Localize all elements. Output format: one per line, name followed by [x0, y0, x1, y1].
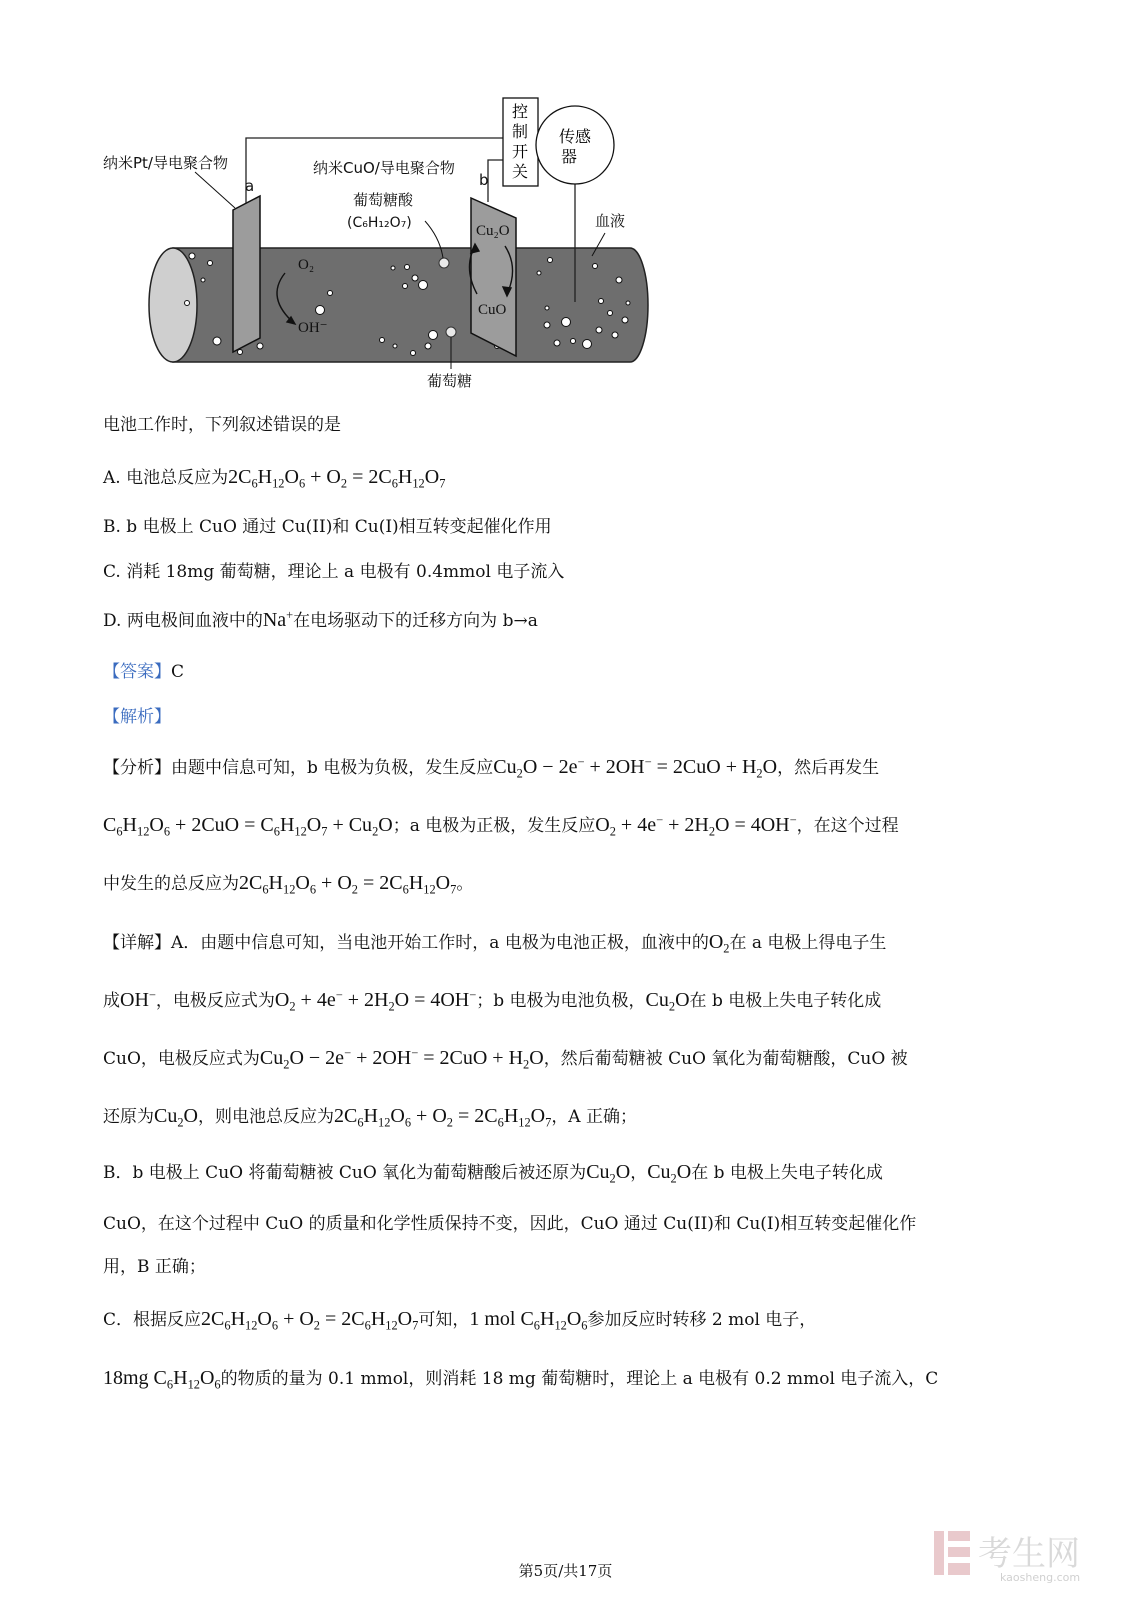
equation: $2C_6H_{12}O_6 + O_2 = 2C_6H_{12}O_7$ [239, 872, 457, 897]
electrode-b [471, 198, 516, 356]
equation: $Cu_2O$ [645, 989, 690, 1014]
equation: $Cu_2O$ [154, 1105, 198, 1130]
analysis-label: 【解析】 [103, 707, 171, 727]
glucose-molecule [446, 327, 456, 337]
detail-text: CuO，电极反应式为 [103, 1049, 260, 1069]
label-blood: 血液 [595, 212, 626, 230]
blood-vessel [149, 248, 648, 362]
detail-text: B．b 电极上 CuO 将葡萄糖被 CuO 氧化为葡萄糖酸后被还原为 [103, 1163, 587, 1183]
detail-c-line-1 [103, 1307, 816, 1332]
detail-text: 在 a 电极上得电子生 [729, 933, 887, 953]
detail-text: 【详解】A．由题中信息可知，当电池开始工作时，a 电极为电池正极，血液中的 [103, 933, 709, 953]
detail-text: 的物质的量为 0.1 mmol，则消耗 18 mg 葡萄糖时，理论上 a 电极有 0.2 mmol 电子流入，C [220, 1369, 939, 1389]
analysis-line-2 [103, 813, 899, 838]
analysis-line-3 [103, 871, 473, 896]
page-footer: 第5页/共17页 [518, 1562, 613, 1580]
gluconic-acid-molecule [439, 258, 449, 268]
kaosheng-logo [930, 1525, 1120, 1585]
svg-text:控: 控 [511, 102, 529, 121]
battery-diagram [95, 88, 655, 393]
answer-value: C [171, 662, 185, 682]
detail-text: 可知， [418, 1310, 470, 1330]
detail-text: ，电极反应式为 [155, 991, 275, 1011]
detail-text: 在 b 电极上失电子转化成 [689, 991, 882, 1011]
detail-text: ，则电池总反应为 [198, 1107, 334, 1127]
detail-text: 成 [103, 991, 120, 1011]
detail-text: ，然后葡萄糖被 CuO 氧化为葡萄糖酸，CuO 被 [543, 1049, 908, 1069]
analysis-text: 。 [456, 874, 474, 894]
label-oh: OH⁻ [298, 320, 328, 336]
equation: $O_2 + 4e^- + 2H_2O = 4OH^-$ [595, 813, 797, 839]
option-d-ion: Na+ [262, 608, 294, 631]
equation: $2C_6H_{12}O_6 + O_2 = 2C_6H_{12}O_7$ [201, 1308, 419, 1333]
equation: $2C_6H_{12}O_6 + O_2 = 2C_6H_{12}O_7$ [334, 1105, 552, 1130]
option-d-suffix: 在电场驱动下的迁移方向为 b→a [293, 611, 538, 631]
analysis-text: 中发生的总反应为 [103, 874, 239, 894]
control-switch-label [512, 102, 528, 181]
equation: OH− [120, 988, 156, 1011]
detail-text: 在 b 电极上失电子转化成 [691, 1163, 883, 1183]
detail-text: C．根据反应 [103, 1310, 202, 1330]
detail-c-line-2 [103, 1366, 938, 1391]
equation: 1 mol $C_6H_{12}O_6$ [469, 1308, 588, 1333]
question-stem: 电池工作时，下列叙述错误的是 [103, 415, 341, 435]
equation: $Cu_2O$ [647, 1161, 692, 1186]
logo-url: kaosheng.com [1000, 1571, 1081, 1584]
analysis-text: ，然后再发生 [777, 758, 880, 778]
svg-text:传感: 传感 [558, 127, 592, 146]
electrode-a [233, 196, 260, 352]
option-d-text: D. 两电极间血液中的 [103, 611, 263, 631]
detail-text: ， [630, 1163, 648, 1183]
svg-text:开: 开 [511, 142, 529, 161]
option-c: C. 消耗 18mg 葡萄糖，理论上 a 电极有 0.4mmol 电子流入 [103, 562, 565, 582]
detail-a-line-2 [103, 988, 881, 1013]
label-pt-polymer: 纳米Pt/导电聚合物 [103, 154, 228, 172]
equation: $Cu_2O - 2e^- + 2OH^- = 2CuO + H_2O$ [493, 755, 778, 781]
detail-a-line-4 [103, 1104, 637, 1129]
detail-text: ；b 电极为电池负极， [476, 991, 646, 1011]
analysis-line-1 [103, 755, 879, 780]
label-gluconic-formula: (C₆H₁₂O₇) [347, 215, 412, 231]
equation: $Cu_2O$ [586, 1161, 631, 1186]
svg-text:制: 制 [511, 122, 529, 141]
detail-a-line-1 [103, 930, 886, 955]
logo-brand: 考生网 [978, 1534, 1080, 1574]
equation: $Cu_2O - 2e^- + 2OH^- = 2CuO + H_2O$ [259, 1046, 544, 1072]
detail-b-line-1 [103, 1160, 883, 1185]
option-a-equation: $2C_6H_{12}O_6 + O_2 = 2C_6H_{12}O_7$ [228, 466, 446, 491]
label-electrode-a: a [245, 177, 255, 195]
label-cu2o: Cu₂O [476, 223, 510, 239]
detail-text: 还原为 [103, 1107, 154, 1127]
label-o2: O₂ [298, 257, 315, 273]
answer-label: 【答案】 [103, 662, 171, 682]
svg-text:器: 器 [560, 147, 578, 166]
option-d [103, 608, 538, 633]
label-gluconic-acid: 葡萄糖酸 [353, 191, 414, 209]
equation: $O_2 + 4e^- + 2H_2O = 4OH^-$ [274, 988, 477, 1014]
option-b: B. b 电极上 CuO 通过 Cu(II)和 Cu(I)相互转变起催化作用 [103, 517, 552, 537]
detail-b-line-3: 用，B 正确； [103, 1257, 206, 1277]
label-glucose: 葡萄糖 [427, 372, 473, 390]
option-a [103, 465, 445, 490]
detail-b-line-2: CuO，在这个过程中 CuO 的质量和化学性质保持不变，因此，CuO 通过 Cu(II)和 Cu(I)相互转变起催化作 [103, 1214, 917, 1234]
answer [103, 660, 184, 684]
option-a-text: A. 电池总反应为 [103, 468, 229, 488]
svg-text:关: 关 [511, 162, 529, 181]
label-cuo-polymer: 纳米CuO/导电聚合物 [313, 159, 455, 177]
detail-text: 参加反应时转移 2 mol 电子， [587, 1310, 817, 1330]
equation: $O_2$ [708, 931, 730, 956]
detail-a-line-3 [103, 1046, 908, 1071]
detail-text: ，A 正确； [551, 1107, 637, 1127]
analysis-text: ，在这个过程 [796, 816, 899, 836]
analysis-text: 【分析】由题中信息可知，b 电极为负极，发生反应 [103, 758, 494, 778]
equation: $C_6H_{12}O_6 + 2CuO = C_6H_{12}O_7 + Cu_2O$ [103, 814, 393, 839]
kaosheng-logo-icon [930, 1525, 1120, 1585]
equation: 18mg $C_6H_{12}O_6$ [103, 1367, 221, 1392]
label-electrode-b: b [479, 171, 489, 189]
analysis-text: ；a 电极为正极，发生反应 [392, 816, 596, 836]
label-cuo: CuO [478, 302, 507, 318]
